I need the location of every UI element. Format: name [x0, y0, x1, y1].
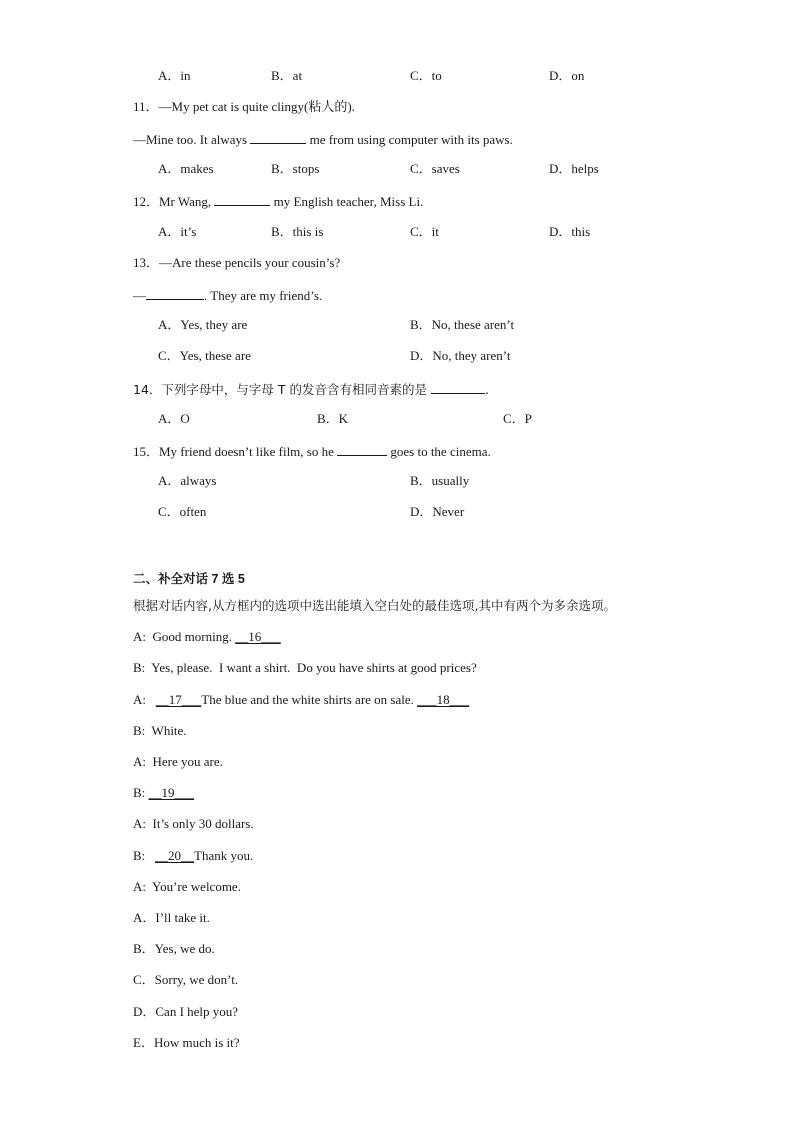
q13-option-d: D．No, they aren’t: [410, 348, 511, 363]
dialogue-line-9: A: You’re welcome.: [133, 879, 241, 894]
q11-option-c: C．saves: [410, 161, 460, 176]
dialogue-1-text: A: Good morning.: [133, 629, 236, 644]
q14-option-c: C．P: [503, 411, 532, 426]
q10-option-c: C．to: [410, 68, 442, 83]
q14-option-a: A．O: [158, 411, 190, 426]
q13-option-a: A．Yes, they are: [158, 317, 248, 332]
blank-19: __19___: [148, 785, 195, 800]
q15-option-d: D．Never: [410, 504, 465, 519]
q11-blank: [250, 130, 306, 144]
q10-option-a: A．in: [158, 68, 191, 83]
dialogue-line-2: B: Yes, please. I want a shirt. Do you have shirts at good prices?: [133, 660, 477, 675]
blank-17: __17___: [155, 692, 202, 707]
q10-option-d: D．on: [549, 68, 585, 83]
q11-option-b: B．stops: [271, 161, 320, 176]
q10-option-b: B．at: [271, 68, 303, 83]
dialogue-line-7: A: It’s only 30 dollars.: [133, 816, 254, 831]
q14-question: [133, 380, 489, 398]
choice-e: E．How much is it?: [133, 1035, 240, 1050]
q15-question: [133, 442, 491, 460]
dialogue-line-6: [133, 785, 194, 801]
blank-18: ___18___: [417, 692, 470, 707]
choice-a: A．I’ll take it.: [133, 910, 210, 925]
q11-line2-before: —Mine too. It always: [133, 132, 251, 147]
dialogue-line-4: B: White.: [133, 723, 187, 738]
q13-line2-after: . They are my friend’s.: [204, 288, 323, 303]
q12-blank: [214, 192, 270, 206]
dialogue-line-5: A: Here you are.: [133, 754, 223, 769]
q13-option-b: B．No, these aren’t: [410, 317, 515, 332]
blank-20: __20__: [155, 848, 195, 863]
q13-line2: [133, 286, 322, 304]
q13-question: 13．—Are these pencils your cousin’s?: [133, 255, 341, 270]
dialogue-3-middle: The blue and the white shirts are on sale.: [201, 692, 418, 707]
q12-question: [133, 192, 423, 210]
q14-blank: [431, 380, 485, 394]
dialogue-6-prefix: B:: [133, 785, 149, 800]
q12-option-d: D．this: [549, 224, 591, 239]
blank-16: __16___: [235, 629, 281, 644]
q13-line2-before: —: [133, 288, 146, 303]
q13-option-c: C．Yes, these are: [158, 348, 251, 363]
dialogue-line-1: [133, 629, 281, 645]
dialogue-8-prefix: B:: [133, 848, 156, 863]
q14-option-b: B．K: [317, 411, 349, 426]
q15-after: goes to the cinema.: [387, 444, 491, 459]
q15-option-a: A．always: [158, 473, 217, 488]
q12-after: my English teacher, Miss Li.: [270, 194, 424, 209]
q13-blank: [146, 286, 204, 300]
dialogue-line-8: [133, 848, 253, 864]
q11-line2: [133, 130, 513, 148]
q12-option-a: A．it’s: [158, 224, 197, 239]
choice-d: D．Can I help you?: [133, 1004, 239, 1019]
q11-line2-after: me from using computer with its paws.: [306, 132, 513, 147]
dialogue-8-suffix: Thank you.: [194, 848, 254, 863]
q11-option-a: A．makes: [158, 161, 214, 176]
q11-question: 11．—My pet cat is quite clingy(粘人的).: [133, 99, 355, 114]
dialogue-line-3: [133, 692, 469, 708]
section-title: 二、补全对话 7 选 5: [133, 572, 245, 586]
q15-before: 15．My friend doesn’t like film, so he: [133, 444, 338, 459]
choice-c: C．Sorry, we don’t.: [133, 972, 239, 987]
q12-option-c: C．it: [410, 224, 439, 239]
q15-blank: [337, 442, 387, 456]
q15-option-c: C．often: [158, 504, 207, 519]
q14-before: 14．下列字母中，与字母 T 的发音含有相同音素的是: [133, 382, 431, 397]
q11-option-d: D．helps: [549, 161, 599, 176]
q15-option-b: B．usually: [410, 473, 470, 488]
dialogue-3-prefix: A:: [133, 692, 156, 707]
choice-b: B．Yes, we do.: [133, 941, 215, 956]
section-instruction: 根据对话内容,从方框内的选项中选出能填入空白处的最佳选项,其中有两个为多余选项。: [133, 598, 616, 613]
q12-option-b: B．this is: [271, 224, 324, 239]
q12-before: 12．Mr Wang,: [133, 194, 215, 209]
q14-after: .: [484, 382, 489, 397]
